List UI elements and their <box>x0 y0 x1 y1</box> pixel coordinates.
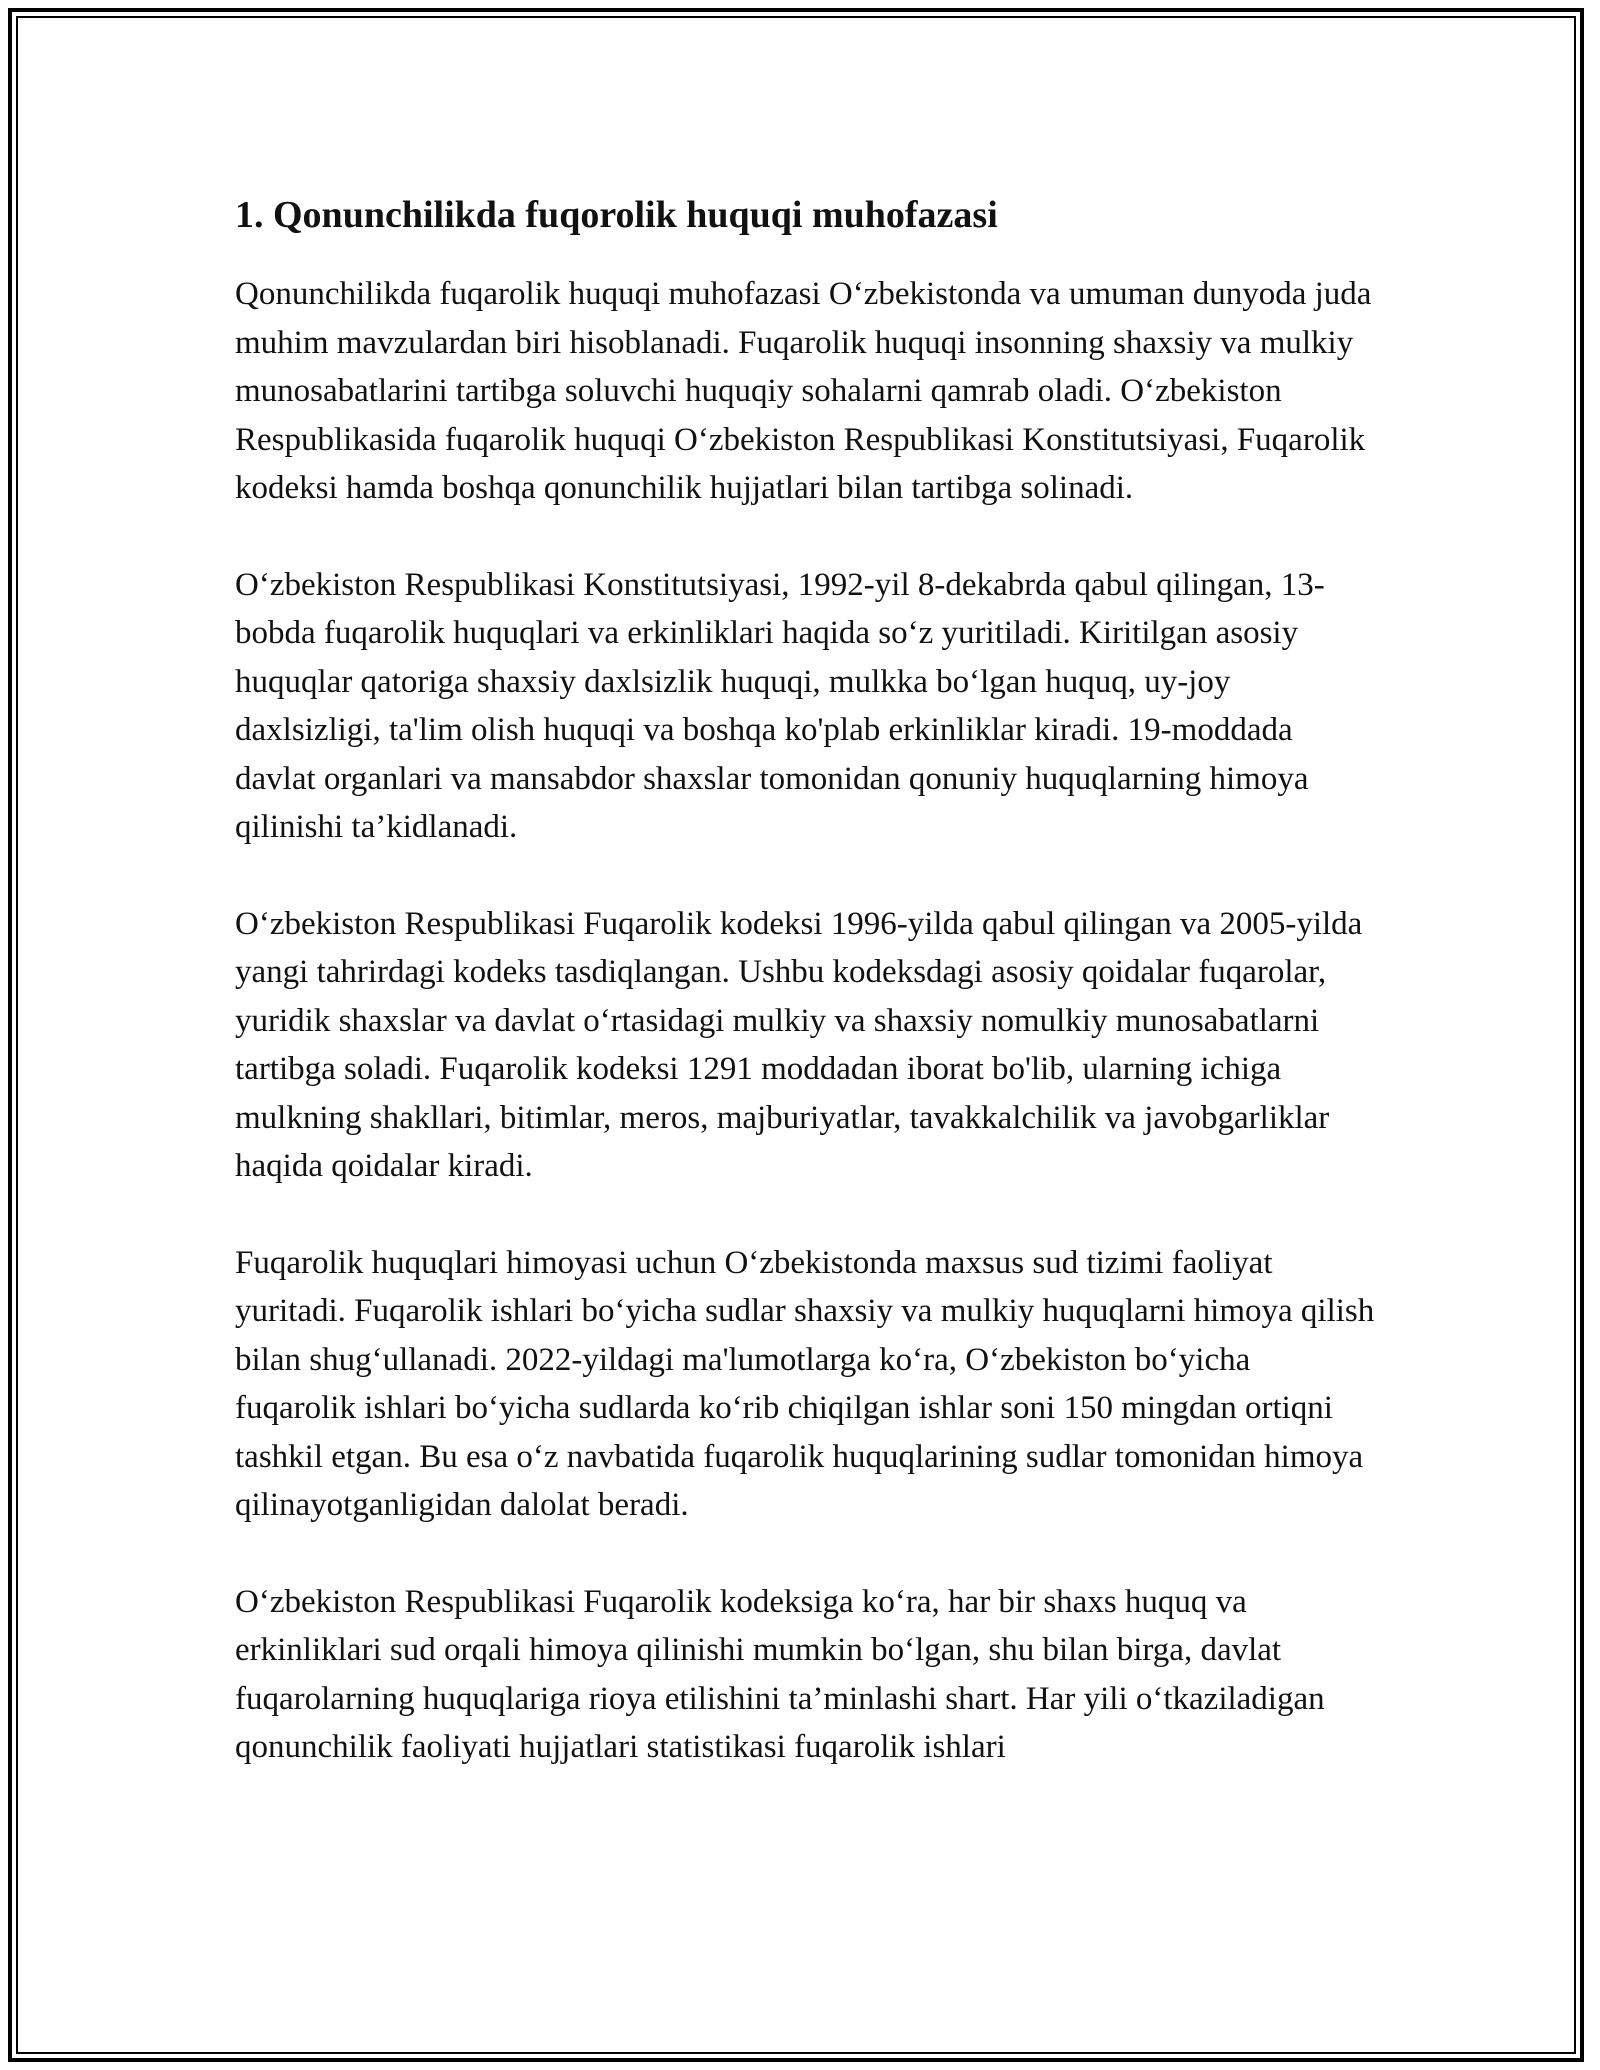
paragraph-1: Qonunchilikda fuqarolik huquqi muhofazasi O‘zbekistonda va umuman dunyoda juda muhim mavzulardan biri hisoblanadi. Fuqarolik huquqi insonning shaxsiy va mulkiy munosabatlarini tartibga soluvchi huquqiy sohalarni qamrab oladi. O‘zbekiston Respublikasida fuqarolik huquqi O‘zbekiston Respublikasi Konstitutsiyasi, Fuqarolik kodeksi hamda boshqa qonunchilik hujjatlari bilan tartibga solinadi. <box>235 276 1372 506</box>
paragraph-3: O‘zbekiston Respublikasi Fuqarolik kodeksi 1996-yilda qabul qilingan va 2005-yilda yangi tahrirdagi kodeks tasdiqlangan. Ushbu kodeksdagi asosiy qoidalar fuqarolar, yuridik shaxslar va davlat o‘rtasidagi mulkiy va shaxsiy nomulkiy munosabatlarni tartibga soladi. Fuqarolik kodeksi 1291 moddadan iborat bo'lib, ularning ichiga mulkning shakllari, bitimlar, meros, majburiyatlar, tavakkalchilik va javobgarliklar haqida qoidalar kiradi. <box>235 905 1363 1184</box>
document-body <box>235 190 1375 1820</box>
paragraph-4: Fuqarolik huquqlari himoyasi uchun O‘zbekistonda maxsus sud tizimi faoliyat yuritadi. Fuqarolik ishlari bo‘yicha sudlar shaxsiy va mulkiy huquqlarni himoya qilish bilan shug‘ullanadi. 2022-yildagi ma'lumotlarga ko‘ra, O‘zbekiston bo‘yicha fuqarolik ishlari bo‘yicha sudlarda ko‘rib chiqilgan ishlar soni 150 mingdan ortiqni tashkil etgan. Bu esa o‘z navbatida fuqarolik huquqlarining sudlar tomonidan himoya qilinayotganligidan dalolat beradi. <box>235 1244 1375 1523</box>
paragraph-2: O‘zbekiston Respublikasi Konstitutsiyasi, 1992-yil 8-dekabrda qabul qilingan, 13-bobda fuqarolik huquqlari va erkinliklari haqida so‘z yuritiladi. Kiritilgan asosiy huquqlar qatoriga shaxsiy daxlsizlik huquqi, mulkka bo‘lgan huquq, uy-joy daxlsizligi, ta'lim olish huquqi va boshqa ko'plab erkinliklar kiradi. 19-moddada davlat organlari va mansabdor shaxslar tomonidan qonuniy huquqlarning himoya qilinishi ta’kidlanadi. <box>235 566 1325 845</box>
section-heading: 1. Qonunchilikda fuqorolik huquqi muhofazasi <box>235 194 998 236</box>
paragraph-5: O‘zbekiston Respublikasi Fuqarolik kodeksiga ko‘ra, har bir shaxs huquq va erkinliklari sud orqali himoya qilinishi mumkin bo‘lgan, shu bilan birga, davlat fuqarolarning huquqlariga rioya etilishini ta’minlashi shart. Har yili o‘tkaziladigan qonunchilik faoliyati hujjatlari statistikasi fuqarolik ishlari <box>235 1583 1325 1765</box>
